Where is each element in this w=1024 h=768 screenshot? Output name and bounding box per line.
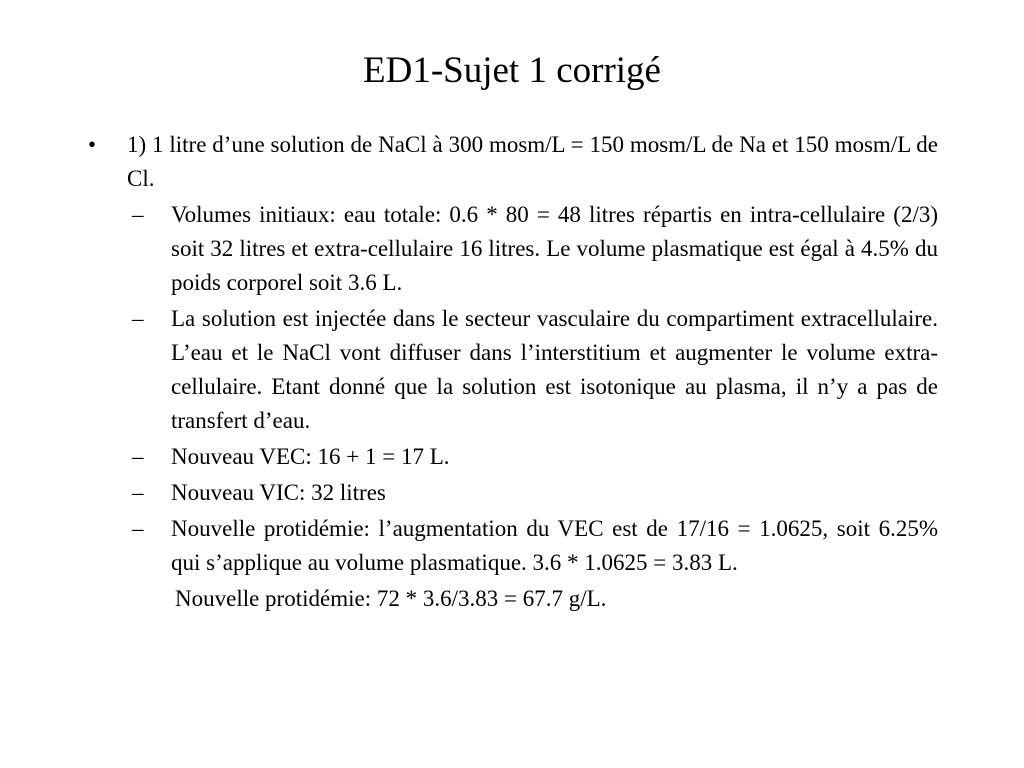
sub-item-text: Nouvelle protidémie: l’augmentation du VEC est de 17/16 = 1.0625, soit 6.25% qui s’applique au volume plasmatique. 3.6 * 1.0625 = 3.83 L. (171, 516, 938, 575)
slide-content (88, 128, 938, 616)
sub-item-text: Nouveau VIC: 32 litres (171, 480, 386, 505)
sub-item-marker: – (132, 480, 144, 505)
sub-item-injection (132, 302, 938, 438)
sub-item-initial-volumes (132, 198, 938, 300)
sub-item-new-vec (132, 440, 938, 474)
sub-item-new-vic (132, 476, 938, 510)
sub-item-marker: – (132, 444, 144, 469)
sub-item-text: Nouveau VEC: 16 + 1 = 17 L. (171, 444, 450, 469)
sub-item-marker: – (132, 202, 144, 227)
sub-item-new-protidemia (132, 512, 938, 580)
sub-item-marker: – (132, 306, 144, 331)
slide-title: ED1-Sujet 1 corrigé (363, 50, 661, 91)
sub-item-text: La solution est injectée dans le secteur vasculaire du compartiment extracellulaire. L’eau et le NaCl vont diffuser dans l’interstitium et augmenter le volume extra-cellulaire. Etant donné que la solution est isotonique au plasma, il n’y a pas de transfert d’eau. (171, 306, 938, 433)
sub-item-marker: – (132, 516, 144, 541)
sub-item-text: Volumes initiaux: eau totale: 0.6 * 80 = 48 litres répartis en intra-cellulaire (2/3) soit 32 litres et extra-cellulaire 16 litres. Le volume plasmatique est égal à 4.5% du poids corporel soit 3.6 L. (171, 202, 938, 295)
trailing-line: Nouvelle protidémie: 72 * 3.6/3.83 = 67.7 g/L. (175, 586, 607, 611)
bullet-text: 1) 1 litre d’une solution de NaCl à 300 mosm/L = 150 mosm/L de Na et 150 mosm/L de Cl. (127, 132, 938, 191)
bullet-marker: • (88, 132, 97, 157)
bullet-item (88, 128, 938, 196)
